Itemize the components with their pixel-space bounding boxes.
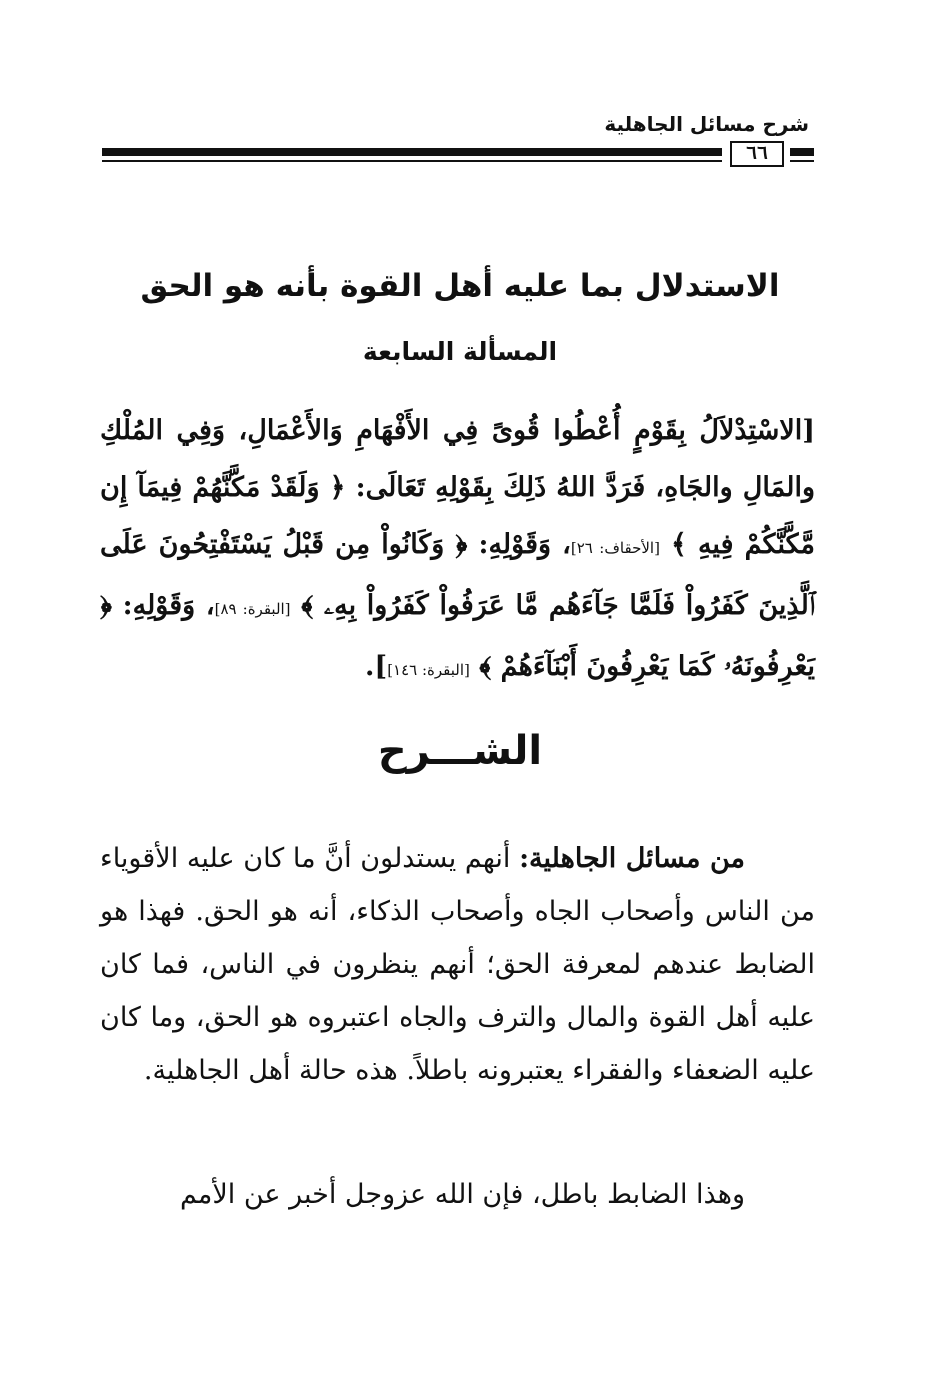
paragraph-body: أنهم يستدلون أنَّ ما كان عليه الأقوياء من الناس وأصحاب الجاه وأصحاب الذكاء، أنه هو الحق. فهذا هو الضابط عندهم لمعرفة الحق؛ أنهم ينظرون في الناس، فما كان عليه أهل القوة والمال والترف والجاه اعتبروه هو الحق، وما كان عليه الضعفاء والفقراء يعتبرونه باطلاً. هذه حالة أهل الجاهلية. bbox=[100, 843, 816, 1086]
matn-part-3: ، وَقَوْلِهِ: ﴿ يَعْرِفُونَهُۥ كَمَا يَعْرِفُونَ أَبْنَآءَهُمْ ﴾ bbox=[100, 590, 815, 682]
section-subtitle: المسألة السابعة bbox=[362, 337, 558, 366]
running-title: شرح مسائل الجاهلية bbox=[604, 112, 809, 136]
verse-reference-1: [الأحقاف: ٢٦] bbox=[570, 539, 660, 557]
matn-text bbox=[100, 402, 815, 699]
matn-part-4: ]. bbox=[365, 651, 388, 682]
header-rule-thin bbox=[102, 160, 722, 162]
matn-part-1: [الاسْتِدْلاَلُ بِقَوْمٍ أُعْطُوا قُوىً فِي الأَفْهَامِ وَالأَعْمَالِ، وَفِي المُلْكِ والمَالِ والجَاهِ، فَرَدَّ اللهُ ذَلِكَ بِقَوْلِهِ تَعَالَى: ﴿ وَلَقَدْ مَكَّنَّهُمْ فِيمَآ إِن مَّكَّنَّكُمْ فِيهِ ﴾ bbox=[100, 415, 815, 560]
sharh-paragraph-1 bbox=[100, 832, 815, 1097]
sharh-paragraph-2 bbox=[100, 1168, 815, 1221]
verse-reference-3: [البقرة: ١٤٦] bbox=[387, 661, 470, 679]
matn-part-2: ، وَقَوْلِهِ: ﴿ وَكَانُواْ مِن قَبْلُ يَسْتَفْتِحُونَ عَلَى ٱلَّذِينَ كَفَرُواْ فَلَمَّا جَآءَهُم مَّا عَرَفُواْ كَفَرُواْ بِهِۦ ﴾ bbox=[100, 529, 815, 621]
page-number: ٦٦ bbox=[730, 141, 784, 167]
header-rule-right bbox=[790, 148, 814, 156]
paragraph-body: وهذا الضابط باطل، فإن الله عزوجل أخبر عن الأمم bbox=[179, 1179, 745, 1210]
sharh-heading: الشـــرح bbox=[377, 728, 543, 774]
section-title: الاستدلال بما عليه أهل القوة بأنه هو الحق bbox=[140, 268, 780, 304]
header-rule-right-thin bbox=[790, 160, 814, 162]
header-rule-thick bbox=[102, 148, 722, 156]
paragraph-lead: من مسائل الجاهلية: bbox=[519, 843, 746, 874]
verse-reference-2: [البقرة: ٨٩] bbox=[214, 600, 291, 618]
